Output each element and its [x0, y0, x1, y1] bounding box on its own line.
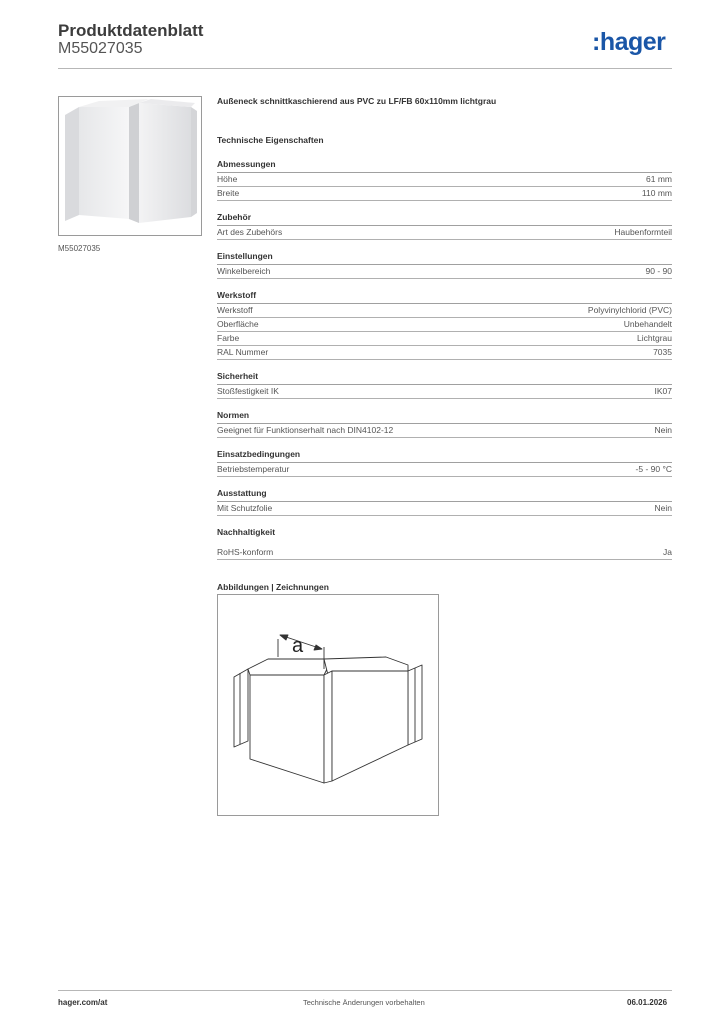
spec-value: 61 mm [646, 174, 672, 184]
spec-row [217, 332, 672, 346]
spec-value: Lichtgrau [637, 333, 672, 343]
spec-group-abmessungen [217, 159, 672, 201]
spec-row [217, 265, 672, 279]
spec-row [217, 502, 672, 516]
spec-label: Winkelbereich [217, 266, 271, 276]
logo-text: hager [599, 28, 666, 56]
spec-value: Unbehandelt [623, 319, 672, 329]
spec-group-werkstoff [217, 290, 672, 360]
footer-disclaimer: Technische Änderungen vorbehalten [303, 998, 425, 1007]
spec-row [217, 304, 672, 318]
footer-divider [58, 990, 672, 991]
spec-value: Ja [663, 547, 672, 557]
spec-row [217, 546, 672, 560]
group-title: Sicherheit [217, 371, 672, 385]
spec-label: Farbe [217, 333, 240, 343]
spec-row [217, 173, 672, 187]
article-number: M55027035 [58, 40, 143, 57]
technical-drawing [217, 594, 439, 816]
spec-value: 110 mm [641, 188, 672, 198]
spec-value: Haubenformteil [614, 227, 672, 237]
spec-label: Mit Schutzfolie [217, 503, 273, 513]
spec-group-einstellungen [217, 251, 672, 279]
section-heading: Technische Eigenschaften [217, 135, 324, 145]
spec-label: RAL Nummer [217, 347, 269, 357]
spec-label: Betriebstemperatur [217, 464, 290, 474]
page-title: Produktdatenblatt [58, 21, 204, 40]
drawings-heading: Abbildungen | Zeichnungen [217, 582, 329, 592]
spec-label: Werkstoff [217, 305, 253, 315]
spec-label: Breite [217, 188, 240, 198]
spec-row [217, 424, 672, 438]
hager-logo[interactable]: :hager [592, 28, 666, 56]
spec-label: RoHS-konform [217, 547, 274, 557]
spec-row [217, 187, 672, 201]
spec-row [217, 463, 672, 477]
spec-group-normen [217, 410, 672, 438]
footer-date: 06.01.2026 [627, 998, 668, 1007]
group-title: Normen [217, 410, 672, 424]
spec-group-sicherheit [217, 371, 672, 399]
product-thumbnail [58, 96, 202, 236]
spec-value: -5 - 90 °C [635, 464, 672, 474]
group-title: Zubehör [217, 212, 672, 226]
specifications [217, 96, 672, 595]
spec-group-einsatzbedingungen [217, 449, 672, 477]
group-title: Nachhaltigkeit [217, 527, 276, 537]
corner-line-drawing [218, 595, 438, 815]
spec-label: Geeignet für Funktionserhalt nach DIN4102-12 [217, 425, 394, 435]
dimension-label: a [292, 635, 304, 657]
header-divider [58, 68, 672, 69]
spec-value: Polyvinylchlorid (PVC) [587, 305, 672, 315]
spec-label: Art des Zubehörs [217, 227, 283, 237]
spec-row [217, 385, 672, 399]
spec-label: Höhe [217, 174, 238, 184]
spec-label: Stoßfestigkeit IK [217, 386, 279, 396]
spec-label: Oberfläche [217, 319, 259, 329]
product-description: Außeneck schnittkaschierend aus PVC zu LF/FB 60x110mm lichtgrau [217, 96, 497, 106]
spec-value: 7035 [653, 347, 672, 357]
spec-value: Nein [654, 503, 672, 513]
group-title: Werkstoff [217, 290, 672, 304]
spec-row [217, 346, 672, 360]
spec-row [217, 318, 672, 332]
group-title: Abmessungen [217, 159, 672, 173]
corner-piece-photo [59, 97, 201, 235]
spec-row [217, 226, 672, 240]
spec-value: 90 - 90 [645, 266, 672, 276]
spec-value: IK07 [654, 386, 672, 396]
footer-website-link[interactable]: hager.com/at [58, 998, 108, 1007]
thumbnail-caption: M55027035 [58, 244, 101, 253]
spec-value: Nein [654, 425, 672, 435]
group-title: Einstellungen [217, 251, 672, 265]
spec-group-nachhaltigkeit [217, 527, 672, 560]
group-title: Einsatzbedingungen [217, 449, 672, 463]
spec-group-ausstattung [217, 488, 672, 516]
group-title: Ausstattung [217, 488, 672, 502]
spec-group-zubehoer [217, 212, 672, 240]
